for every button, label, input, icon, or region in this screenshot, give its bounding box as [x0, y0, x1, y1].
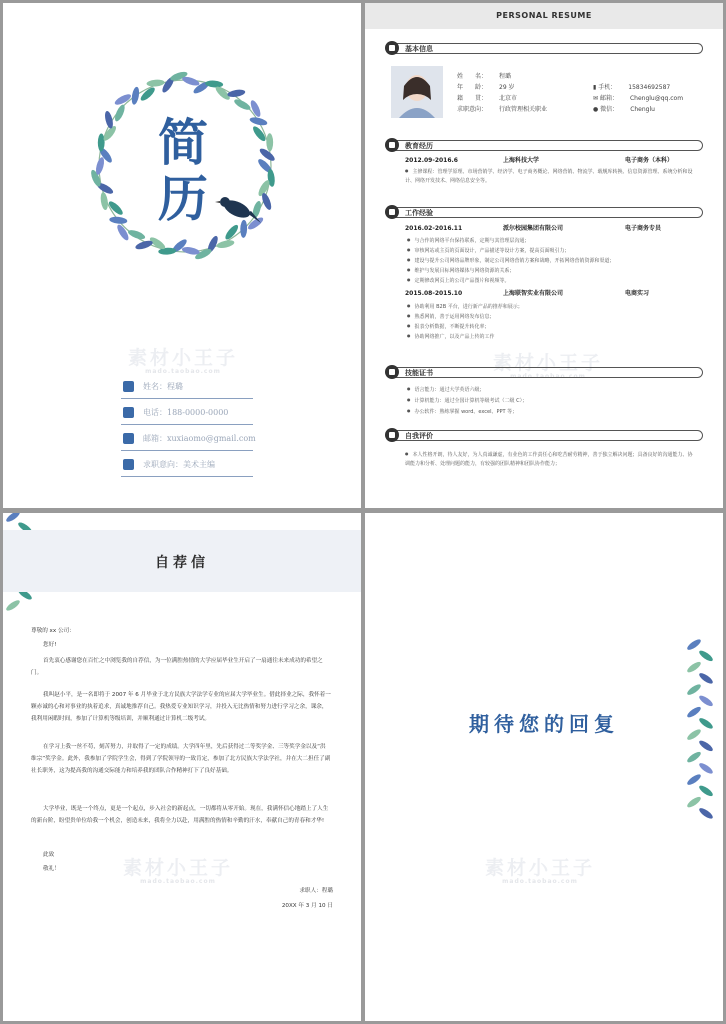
leaf — [698, 761, 715, 775]
watermark: 素材小王子 mado.taobao.com — [484, 857, 595, 885]
mail-icon: ✉ — [593, 95, 599, 102]
leaf — [686, 795, 703, 809]
section-education: 教育经历 — [385, 138, 703, 152]
cover-letter-page: 自荐信 尊敬的 xx 公司： 您好! 首先衷心感谢您在百忙之中浏览我的自荐信，为一位满腔热情的大学应届毕业生开启了一扇通往未来成功的希望之门。 我叫赵小平，是一名即将于 2007 年 6 月毕业于北方民族大学法学专业的应届大学毕业生。借此择业之际，我怀着一颗赤诚的心和对事业的执着追求，真诚地推荐自己。我热爱专业知识学习，并投入无比热情和努力进行学习之余，课余，我利用闲暇时间，参加了计算机等级培训，并顺利通过计算机二级考试。 在学习上我一丝不苟，刻苦努力，并取得了一定的成绩。大学四年里，先后获得过二等奖学金、三等奖学金以及“洪维宗”奖学金。此外，我参加了学院学生会，得到了学院领导的一致肯定，参加了北方民族大学法学社，并在大二担任了副社长职务，这为提高我的沟通交际能力和培养我的团队合作精神打下了良好基础。 大学毕业，既是一个终点，更是一个起点，步入社会的新起点，一切都将从零开始。现在，我满怀信心地踏上了人生的新台阶，盼望贵单位给我一个机会，创造未来，我将全力以赴，用满腔的热情和辛勤的汗水，奉献自己的青春和才华! 此致 敬礼！ 素材小王子 mado.taobao.com 求职人：程璐 20XX 年 3 月 10 日 — [3, 513, 361, 1021]
phone-icon: ▮ — [593, 84, 597, 91]
graduation-cap-icon — [385, 138, 399, 152]
leaf — [686, 750, 703, 764]
leaf — [127, 228, 146, 241]
letter-paragraph: 首先衷心感谢您在百忙之中浏览我的自荐信，为一位满腔热情的大学应届毕业生开启了一扇通往未来成功的希望之门。 — [31, 658, 323, 676]
leaf — [686, 683, 703, 697]
letter-date: 20XX 年 3 月 10 日 — [281, 903, 333, 909]
trophy-icon — [385, 365, 399, 379]
resume-header: PERSONAL RESUME — [365, 3, 723, 29]
briefcase-icon — [385, 205, 399, 219]
cover-page — [3, 3, 361, 508]
leaf — [5, 598, 22, 611]
cover-name-row: 姓名：程璐 — [121, 375, 253, 399]
cover-email-row: 邮箱：xuxiaomo@gmail.com — [121, 427, 253, 451]
person-icon — [385, 41, 399, 55]
avatar-photo — [391, 66, 443, 118]
leaf — [698, 694, 715, 708]
leaf — [698, 784, 715, 798]
leaf — [686, 705, 703, 719]
cover-title-char: 简 — [158, 114, 208, 172]
leaf — [249, 116, 268, 127]
target-icon — [123, 459, 134, 470]
closing-page — [365, 513, 723, 1021]
leaf — [698, 671, 715, 685]
leaf — [227, 88, 246, 98]
leaf — [113, 103, 127, 122]
letter-paragraph: 大学毕业，既是一个终点，更是一个起点，步入社会的新起点，一切都将从零开始。现在，我满怀信心地踏上了人生的新台阶，盼望贵单位给我一个机会，创造未来，我将全力以赴，用满腔的热情和辛勤的汗水，奉献自己的青春和才华! — [31, 806, 329, 824]
wechat-icon: ● — [593, 106, 599, 113]
leaf — [233, 97, 252, 111]
letter-paragraph: 我叫赵小平，是一名即将于 2007 年 6 月毕业于北方民族大学法学专业的应届大学毕业生。借此择业之际，我怀着一颗赤诚的心和对事业的执着追求，真诚地推荐自己。我热爱专业知识学习，并投入无比热情和努力进行学习之余，课余，我利用闲暇时间，参加了计算机等级培训，并顺利通过计算机二级考试。 — [31, 692, 331, 722]
leaf — [686, 660, 703, 674]
cover-title — [153, 115, 213, 227]
leaf — [100, 192, 109, 211]
leaf — [205, 80, 223, 88]
watermark: 素材小王子 mado.taobao.com — [127, 347, 238, 375]
letter-paragraph: 在学习上我一丝不苟，刻苦努力，并取得了一定的成绩。大学四年里，先后获得过二等奖学金、三等奖学金以及“洪维宗”奖学金。此外，我参加了学院学生会，得到了学院领导的一致肯定，参加了北方民族大学法学社，并在大二担任了副社长职务，这为提高我的沟通交际能力和培养我的团队合作精神打下了良好基础。 — [31, 744, 331, 774]
section-work: 工作经验 — [385, 205, 703, 219]
mail-icon — [123, 433, 134, 444]
resume-page: PERSONAL RESUME 基本信息 姓 名： 程璐 年 龄： 29 岁 籍 贯： 北京市 求职意向： 行政管理相关职业 ▮ 手机： 15834692587 ✉ 邮箱： Chenglu@qq.com ● 微信： Chenglu 教育经历 2012.09-2016.6 上海科技大学 电子商务（本科） ● 主修课程：管理学原理、市场营销学、经济学、电子商务概论、网络营销、物流学、载舰库转换、信息资源管理、系统分析和设计、网络开发技术、网络信息安全等。 工作经验 2016.02-2016.11 派尔校园集团有限公司 电子商务专员 ● 与合作的网络平台保持联系，定期与其管理层沟通； ● 审核网站或主页的页面设计，产品描述等设计方案，提高页面吸引力； ● 建设与提升公司网络品牌形象，制定公司网络营销方案和战略，开拓网络营销资源和渠道； ● 维护与发展目标网络媒体与网络资源的关系； ● 定期修改网页上的公司产品图片和视频等。 2015.08-2015.10 上海联智实业有限公司 电商实习 ● 协助利用 B2B 平台，进行新产品的推荐和展示； ● 熟悉网销，善于运用网络发布信息； ● 报表分析数据，不断提升转化率； ● 协助网络推广，以及产品上传的工作 素材小王子 mado.taobao.com 技能证书 ● 语言能力：通过大学英语六级； ● 计算机能力：通过全国计算机等级考试（二级 C）； ● 办公软件：熟练掌握 word、excel、PPT 等； 自我评价 ● 本人性格开朗，待人友好，为人真诚谦虚，有业色的工作责任心和吃苦耐劳精神，善于独立解决问题；具备良好的沟通能力、协调能力和分析、处理问题的能力，有较强的团队精神和团队协作能力； — [365, 3, 723, 508]
letter-signature: 求职人：程璐 — [299, 888, 333, 894]
leaf — [266, 133, 273, 151]
leaf — [249, 99, 263, 118]
section-evaluation: 自我评价 — [385, 428, 703, 442]
cover-intent-row: 求职意向：美术主编 — [121, 453, 253, 477]
section-skills: 技能证书 — [385, 365, 703, 379]
phone-icon — [123, 407, 134, 418]
leaf — [698, 739, 715, 753]
leaf — [698, 716, 715, 730]
leaf — [686, 639, 703, 652]
chat-icon — [385, 428, 399, 442]
leaf — [686, 728, 703, 742]
leaf — [698, 806, 715, 819]
leaf — [240, 220, 247, 238]
leaf — [146, 79, 164, 87]
letter-header: 自荐信 — [3, 530, 361, 592]
section-basic-info: 基本信息 — [385, 41, 703, 55]
cover-phone-row: 电话：188-0000-0000 — [121, 401, 253, 425]
leaf — [216, 239, 235, 250]
closing-title: 期待您的回复 — [469, 712, 619, 736]
watermark: 素材小王子 mado.taobao.com — [492, 352, 603, 380]
leaf — [131, 86, 141, 105]
watermark: 素材小王子 mado.taobao.com — [122, 857, 233, 885]
cover-contact-list — [121, 375, 256, 479]
person-icon — [123, 381, 134, 392]
leaf — [5, 513, 22, 524]
leaf-decoration — [677, 639, 723, 819]
leaf — [686, 773, 703, 787]
cover-title-char: 历 — [158, 170, 208, 228]
letter-salutation: 尊敬的 xx 公司： — [31, 628, 75, 634]
leaf — [109, 216, 128, 225]
leaf — [698, 649, 715, 663]
